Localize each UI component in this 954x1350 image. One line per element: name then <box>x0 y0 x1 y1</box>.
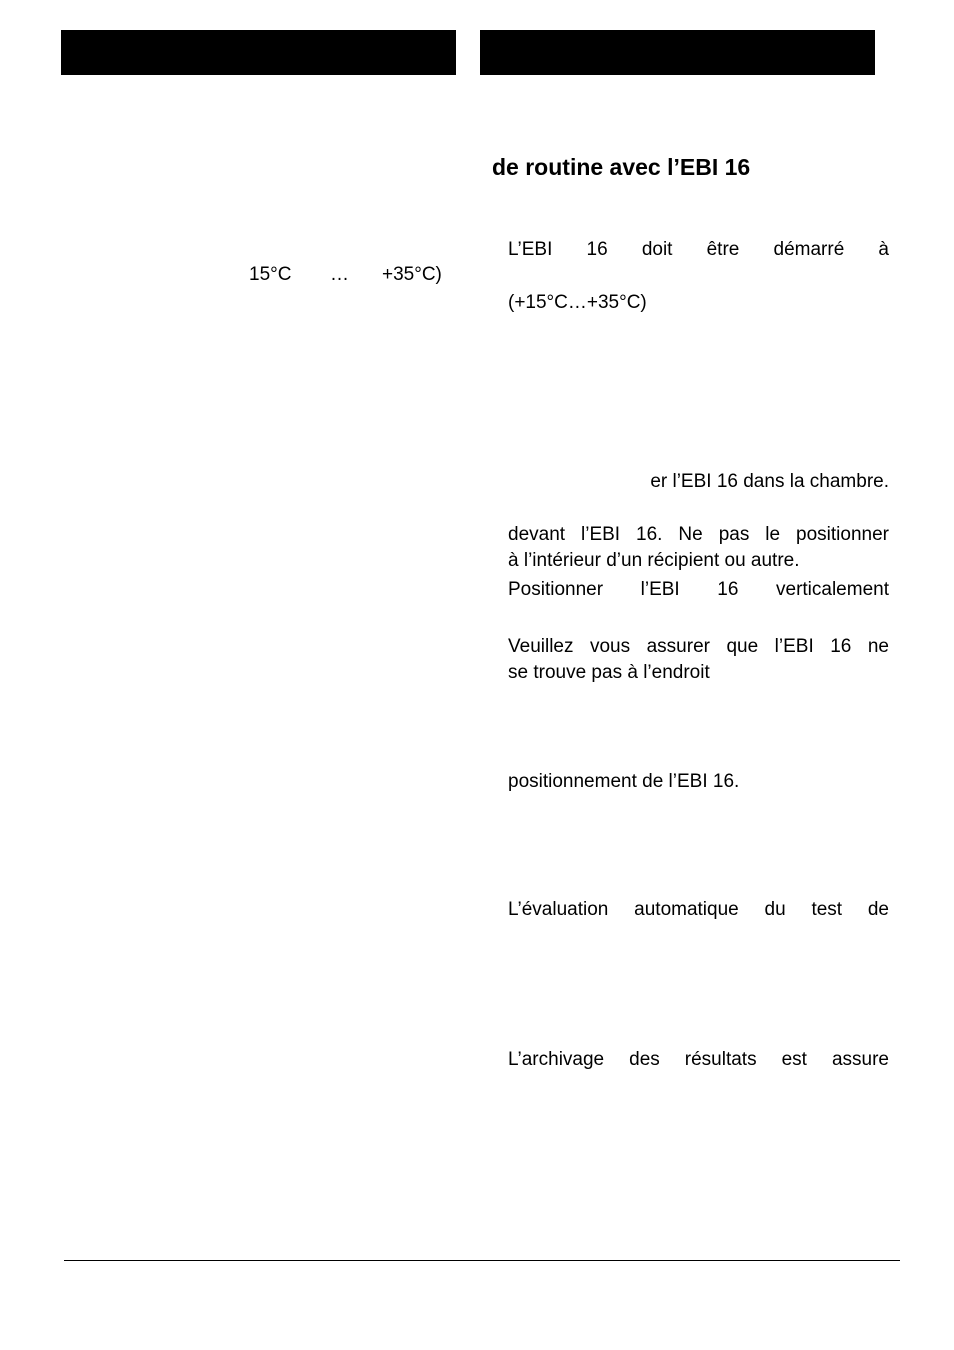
left-temp-min: 15°C <box>249 264 292 285</box>
paragraph-temp-range: (+15°C…+35°C) <box>508 292 647 313</box>
paragraph-place-chamber: er l’EBI 16 dans la chambre. <box>650 471 889 492</box>
paragraph-archiving: L’archivage des résultats est assure <box>508 1049 889 1070</box>
paragraph-evaluation: L’évaluation automatique du test de <box>508 899 889 920</box>
paragraph-positioning: positionnement de l’EBI 16. <box>508 771 740 792</box>
section-heading: de routine avec l’EBI 16 <box>492 154 751 180</box>
left-ellipsis: … <box>330 264 349 285</box>
header-bar-left <box>61 30 456 75</box>
header-bar-right <box>480 30 875 75</box>
paragraph-ensure-line1: Veuillez vous assurer que l’EBI 16 ne <box>508 636 889 657</box>
paragraph-ensure-line2: se trouve pas à l’endroit <box>508 662 710 683</box>
paragraph-vertical: Positionner l’EBI 16 verticalement <box>508 579 889 600</box>
paragraph-position-line2: à l’intérieur d’un récipient ou autre. <box>508 550 800 571</box>
footer-rule <box>64 1260 900 1261</box>
paragraph-start: L’EBI 16 doit être démarré à <box>508 239 889 260</box>
left-temp-max: +35°C) <box>382 264 442 285</box>
paragraph-position-line1: devant l’EBI 16. Ne pas le positionner <box>508 524 889 545</box>
